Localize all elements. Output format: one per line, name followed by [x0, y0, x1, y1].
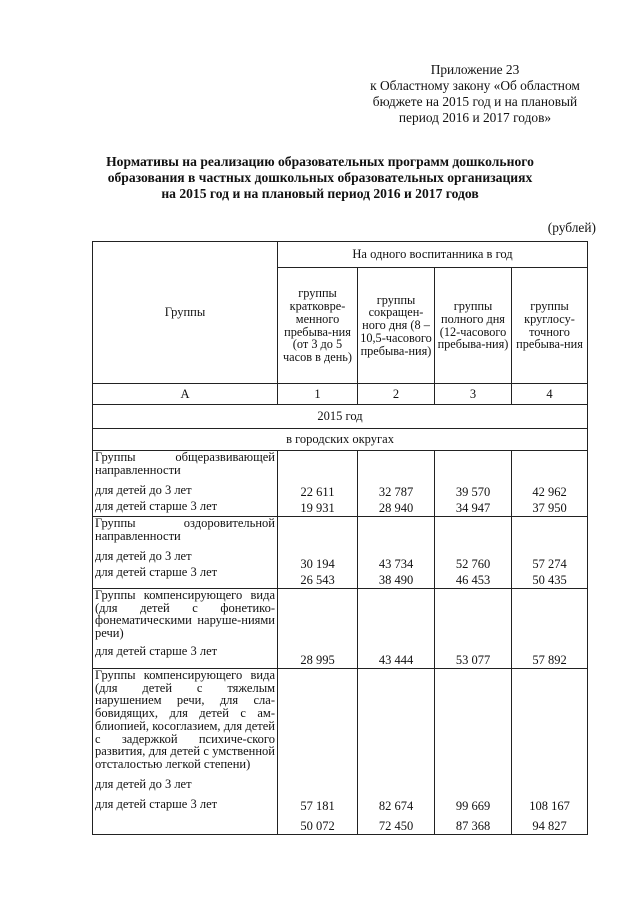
section-cell [93, 517, 278, 589]
section-label: Группы компенсирующего вида (для детей с фонетико-фонематическими наруше-ниями речи) [95, 588, 275, 641]
title-line: образования в частных дошкольных образовательных организациях [107, 170, 533, 185]
units-label: (рублей) [547, 220, 596, 235]
index-cell: 4 [512, 384, 588, 405]
section-label: Группы общеразвивающей направленности [95, 450, 275, 477]
norms-table [92, 241, 588, 835]
district-row: в городских округах [93, 429, 588, 451]
value-cell: 52 760 46 453 [435, 517, 512, 589]
row-label: для детей до 3 лет [95, 483, 192, 498]
section-label: Группы компенсирующего вида (для детей с тяжелым нарушением речи, для сла-бовидящих, для детей с ам-блиопией, косоглазием, для детей с задержкой психиче-ского развития, для детей с умственной отсталостью легкой степени) [95, 668, 275, 771]
column-header: группы сокращен-ного дня (8 – 10,5-часового пребыва-ния) [358, 268, 435, 384]
section-cell [93, 589, 278, 669]
value-cell: 42 962 37 950 [512, 451, 588, 517]
value-cell: 108 167 94 827 [512, 669, 588, 835]
row-label: для детей до 3 лет [95, 776, 192, 791]
appendix-line: к Областному закону «Об областном [370, 78, 580, 93]
column-header: группы полного дня (12-часового пребыва-ния) [435, 268, 512, 384]
appendix-line: бюджете на 2015 год и на плановый [372, 94, 578, 109]
column-header: группы кратковре-менного пребыва-ния (от 3 до 5 часов в день) [278, 268, 358, 384]
header-per-child: На одного воспитанника в год [278, 242, 588, 268]
index-cell: 2 [358, 384, 435, 405]
value-cell: 43 734 38 490 [358, 517, 435, 589]
value-cell: 43 444 [358, 589, 435, 669]
row-label: для детей старше 3 лет [95, 796, 218, 811]
value-cell: 99 669 87 368 [435, 669, 512, 835]
column-header: группы круглосу-точного пребыва-ния [512, 268, 588, 384]
title-line: на 2015 год и на плановый период 2016 и 2017 годов [161, 186, 479, 201]
appendix-line: период 2016 и 2017 годов» [398, 110, 552, 125]
value-cell: 82 674 72 450 [358, 669, 435, 835]
section-cell [93, 451, 278, 517]
title-line: Нормативы на реализацию образовательных программ дошкольного [106, 154, 534, 169]
index-cell: А [93, 384, 278, 405]
index-cell: 3 [435, 384, 512, 405]
appendix-number: Приложение 23 [430, 62, 520, 77]
value-cell: 53 077 [435, 589, 512, 669]
value-cell: 22 611 19 931 [278, 451, 358, 517]
value-cell: 39 570 34 947 [435, 451, 512, 517]
document-title [60, 154, 580, 202]
header-groups: Группы [93, 242, 278, 384]
row-label: для детей старше 3 лет [95, 565, 218, 580]
appendix-header [355, 62, 595, 126]
value-cell: 30 194 26 543 [278, 517, 358, 589]
year-row: 2015 год [93, 405, 588, 429]
row-label: для детей старше 3 лет [95, 499, 218, 514]
value-cell: 57 892 [512, 589, 588, 669]
value-cell: 28 995 [278, 589, 358, 669]
value-cell: 57 274 50 435 [512, 517, 588, 589]
value-cell: 57 181 50 072 [278, 669, 358, 835]
row-label: для детей до 3 лет [95, 549, 192, 564]
section-label: Группы оздоровительной направленности [95, 516, 275, 543]
value-cell: 32 787 28 940 [358, 451, 435, 517]
section-cell [93, 669, 278, 835]
index-cell: 1 [278, 384, 358, 405]
row-label: для детей старше 3 лет [95, 643, 218, 658]
